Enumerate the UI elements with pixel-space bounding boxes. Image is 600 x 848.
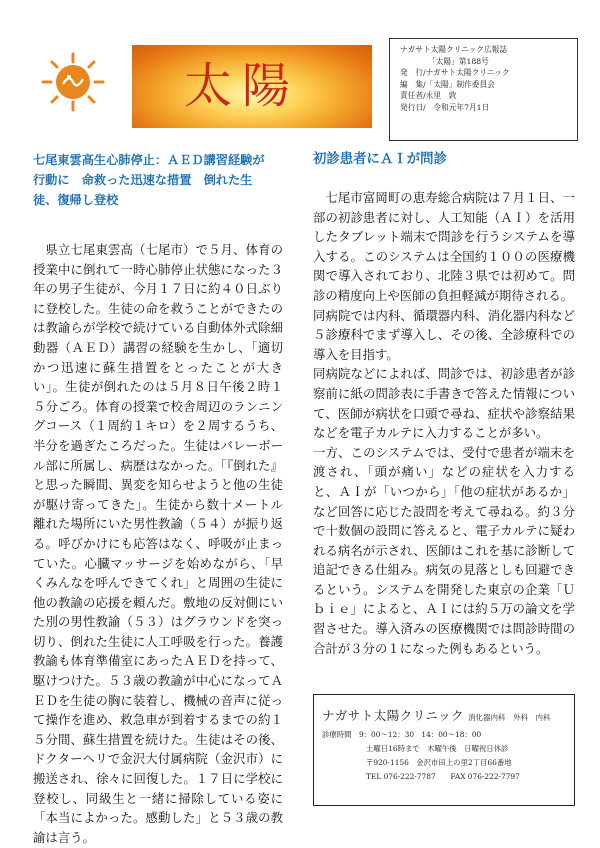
clinic-departments: 消化器内科 外科 内科	[468, 713, 551, 722]
article-ai	[313, 150, 575, 658]
article-aed-paragraph: 県立七尾東雲高（七尾市）で５月、体育の授業中に倒れて一時心肺停止状態になった３年の男子生徒が、今月１７日に約４０日ぶりに登校した。生徒の命を救うことができたのは教諭らが学校で続けている自動体外式除細動器（ＡＥＤ）講習の経験を生かし、「適切かつ迅速に蘇生措置をとったことが大きい」。生徒が倒れたのは５月８日午後２時１５分ごろ。体育の授業で校舎周辺のランニングコース（１周約１キロ）を２周するうち、半分を過ぎたころだった。生徒はバレーボール部に所属し、病歴はなかった。「『倒れた』と思った瞬間、異変を知らせようと他の生徒が駆け寄ってきた」。生徒から数十メートル離れた場所にいた男性教諭（５４）が振り返る。呼びかけにも応答はなく、呼吸が止まっていた。心臓マッサージを始めながら、「早くみんなを呼んできてくれ」と周囲の生徒に他の教諭の応援を頼んだ。敷地の反対側にいた別の男性教諭（５３）はグラウンドを突っ切り、倒れた生徒に人工呼吸を行った。養護教諭も体育準備室にあったＡＥＤを持って、駆けつけた。５３歳の教諭が中心になってＡＥＤを生徒の胸に装着し、機械の音声に従って操作を進め、救急車が到着するまでの約１５分間、蘇生措置を続けた。生徒はその後、ドクターヘリで金沢大付属病院（金沢市）に搬送され、徐々に回復した。１７日に学校に登校し、同級生と一緒に掃除している姿に「本当によかった。感動した」と５３歳の教諭は言う。	[33, 242, 283, 845]
clinic-address: 〒920-1156 金沢市田上の里2丁目66番地	[366, 758, 512, 767]
publish-date: 発行日/ 令和元年7月1日	[400, 102, 490, 112]
article-aed-headline	[33, 150, 283, 210]
masthead-box	[389, 38, 578, 141]
responsible-person: 責任者/永里 敦	[400, 91, 457, 101]
publisher: 発 行/ナガサト太陽クリニック	[400, 68, 510, 78]
headline-line: 徒、復帰し登校	[33, 193, 119, 207]
article-ai-body	[313, 188, 575, 658]
clinic-name: ナガサト太陽クリニック	[322, 708, 465, 723]
clinic-saturday-note: 土曜日16時まで 木曜午後 日曜祝日休診	[366, 744, 509, 753]
headline-line: 七尾東雲高生心肺停止：ＡＥＤ講習経験が	[33, 153, 265, 167]
article-aed	[33, 150, 283, 847]
issue-number: 「太陽」第188号	[428, 56, 489, 66]
article-ai-paragraph: 一方、このシステムでは、受付で患者が端末を渡され、「頭が痛い」などの症状を入力すると、ＡＩが「いつから」「他の症状があるか」など回答に応じた設問を考えて尋ねる。約３分で十数個の設問に答えると、電子カルテに疑われる病名が示され、医師はこれを基に診断して追記できる仕組み。病気の見落としも回避できるという。システムを開発した東京の企業「Ｕｂｉｅ」によると、ＡＩには約５万の論文を学習させた。導入済みの医療機関では問診時間の合計が３分の１になった例もあるという。	[313, 444, 575, 656]
clinic-hours: 診療時間 9：00～12：30 14：00～18：00	[322, 730, 482, 739]
article-ai-paragraph: 七尾市富岡町の恵寿総合病院は７月１日、一部の初診患者に対し、人工知能（ＡＩ）を活用したタブレット端末で問診を行うシステムを導入する。このシステムは全国約１００の医療機関で導入されており、北陸３県では初めて。問診の精度向上や医師の負担軽減が期待される。	[313, 190, 575, 303]
article-aed-body	[33, 240, 283, 847]
sun-logo-icon	[39, 50, 107, 114]
banner-title: 太陽	[184, 58, 301, 114]
editor: 編 集/「太陽」制作委員会	[400, 79, 495, 89]
title-banner	[132, 45, 372, 128]
article-ai-headline: 初診患者にＡＩが問診	[313, 152, 447, 167]
article-ai-paragraph: 同病院では内科、循環器内科、消化器内科など５診療科でまず導入し、その後、全診療科での導入を目指す。	[313, 307, 575, 362]
publication-name: ナガサト太陽クリニック広報誌	[400, 45, 508, 54]
clinic-phone: TEL 076-222-7787 FAX 076-222-7797	[366, 772, 520, 781]
clinic-info-box	[313, 694, 575, 806]
article-ai-paragraph: 同病院などによれば、問診では、初診患者が診察前に紙の問診表に手書きで答えた情報について、医師が病状を口頭で尋ね、症状や診察結果などを電子カルテに入力することが多い。	[313, 366, 575, 441]
headline-line: 行動に 命救った迅速な措置 倒れた生	[33, 173, 253, 187]
